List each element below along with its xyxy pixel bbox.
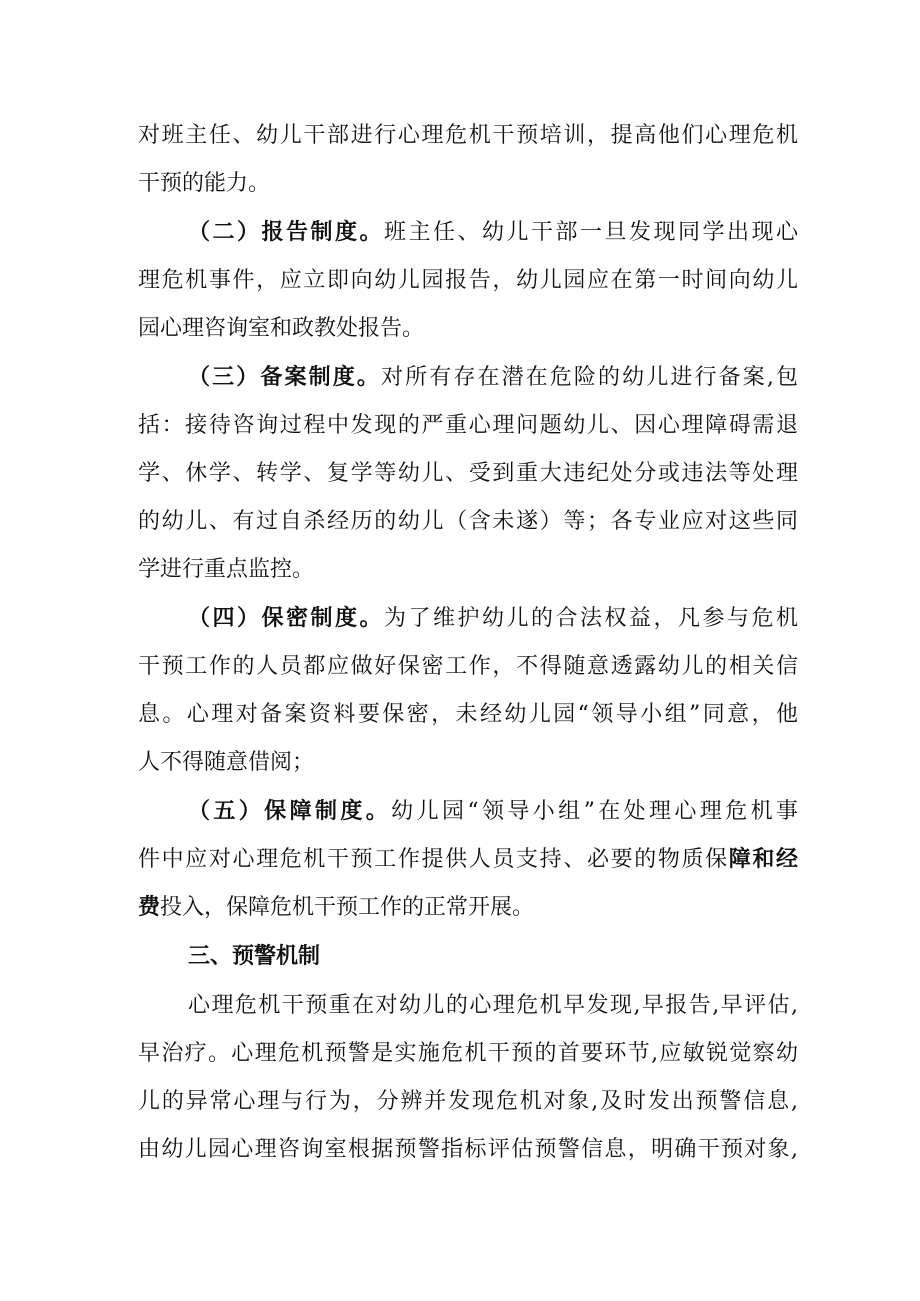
text-line: 早治疗。心理危机预警是实施危机干预的首要环节,应敏锐觉察幼 [138,1041,798,1066]
text-line: 理危机事件，应立即向幼儿园报告，幼儿园应在第一时间向幼儿 [138,268,798,293]
text-run: 对所有存在潜在危险的幼儿进行备案,包 [380,365,798,390]
section-heading: 三、预警机制 [188,944,321,969]
text-line [138,209,798,257]
text-line: 的幼儿、有过自杀经历的幼儿（含未遂）等；各专业应对这些同 [138,509,798,534]
bold-text-run: 费 [138,895,161,920]
text-run: 投入，保障危机干预工作的正常开展。 [160,895,535,920]
text-run: 班主任、幼儿干部一旦发现同学出现心 [384,220,798,245]
section-title: （三）备案制度。 [188,365,381,390]
text-run: 幼儿园“领导小组”在处理心理危机事 [391,799,798,824]
text-line [138,788,798,836]
text-line [138,836,798,884]
text-line: 园心理咨询室和政教处报告。 [138,316,425,341]
paragraph-filing-system [138,354,798,594]
text-line: 学、休学、转学、复学等幼儿、受到重大违纪处分或违法等处理 [138,461,798,486]
text-line [138,884,798,932]
text-line: 学进行重点监控。 [138,557,315,582]
section-title: （二）报告制度。 [188,220,384,245]
text-line: 干预工作的人员都应做好保密工作，不得随意透露幼儿的相关信 [138,654,798,679]
text-line: 人不得随意借阅； [138,750,315,775]
text-line: 息。心理对备案资料要保密，未经幼儿园“领导小组”同意，他 [138,702,798,727]
paragraph-guarantee-system [138,788,798,932]
paragraph-report-system [138,209,798,353]
text-run: 件中应对心理危机干预工作提供人员支持、必要的物质保 [138,847,729,872]
text-line: 对班主任、幼儿干部进行心理危机干预培训，提高他们心理危机 [138,123,798,148]
text-line: 干预的能力。 [138,171,271,196]
text-line [138,595,798,643]
text-line: 由幼儿园心理咨询室根据预警指标评估预警信息，明确干预对象, [138,1137,798,1162]
text-line: 括：接待咨询过程中发现的严重心理问题幼儿、因心理障碍需退 [138,413,798,438]
paragraph-early-warning [138,982,798,1174]
document-body [138,112,798,1174]
section-title: （五）保障制度。 [188,799,392,824]
text-run: 为了维护幼儿的合法权益，凡参与危机 [384,606,798,631]
paragraph-training [138,112,798,208]
section-title: （四）保密制度。 [188,606,384,631]
paragraph-confidentiality-system [138,595,798,787]
text-line: 心理危机干预重在对幼儿的心理危机早发现,早报告,早评估, [188,993,798,1018]
text-line: 儿的异常心理与行为，分辨并发现危机对象,及时发出预警信息, [138,1089,798,1114]
bold-text-run: 障和经 [728,847,798,872]
text-line [138,354,798,402]
